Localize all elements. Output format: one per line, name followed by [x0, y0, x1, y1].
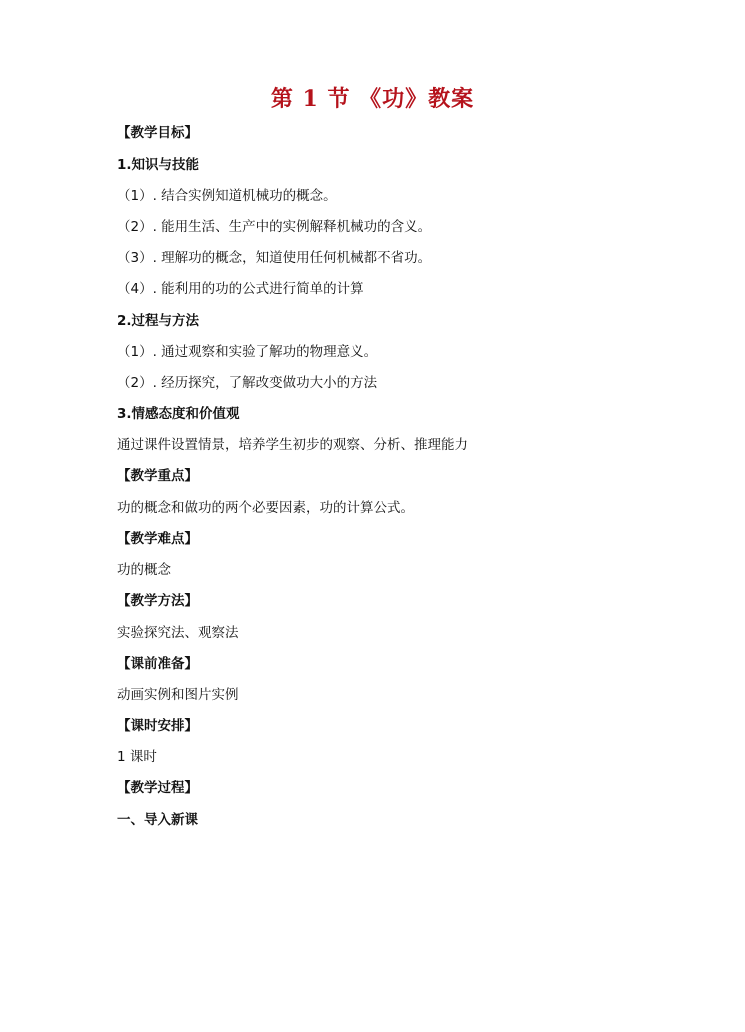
paragraph: 动画实例和图片实例	[117, 687, 239, 703]
list-item: （2）. 经历探究，了解改变做功大小的方法	[117, 375, 378, 391]
paragraph: 通过课件设置情景，培养学生初步的观察、分析、推理能力	[117, 437, 468, 453]
list-item: （4）. 能利用的功的公式进行简单的计算	[117, 281, 364, 297]
heading-teaching-methods: 【教学方法】	[117, 593, 198, 609]
paragraph: 实验探究法、观察法	[117, 625, 239, 641]
list-item: （1）. 结合实例知道机械功的概念。	[117, 188, 337, 204]
subheading-process-methods: 2.过程与方法	[117, 313, 200, 329]
paragraph: 1 课时	[117, 749, 157, 765]
list-item: （2）. 能用生活、生产中的实例解释机械功的含义。	[117, 219, 432, 235]
document-title: 第 1 节 《功》教案	[270, 86, 475, 112]
subheading-introduction: 一、导入新课	[117, 812, 198, 828]
subheading-knowledge-skills: 1.知识与技能	[117, 157, 200, 173]
heading-difficult-points: 【教学难点】	[117, 531, 198, 547]
heading-key-points: 【教学重点】	[117, 468, 198, 484]
list-item: （1）. 通过观察和实验了解功的物理意义。	[117, 344, 378, 360]
heading-teaching-process: 【教学过程】	[117, 780, 198, 796]
paragraph: 功的概念和做功的两个必要因素，功的计算公式。	[117, 500, 414, 516]
heading-schedule: 【课时安排】	[117, 718, 198, 734]
subheading-attitudes-values: 3.情感态度和价值观	[117, 406, 240, 422]
heading-teaching-objectives: 【教学目标】	[117, 125, 198, 141]
paragraph: 功的概念	[117, 562, 171, 578]
heading-preparation: 【课前准备】	[117, 656, 198, 672]
list-item: （3）. 理解功的概念，知道使用任何机械都不省功。	[117, 250, 432, 266]
